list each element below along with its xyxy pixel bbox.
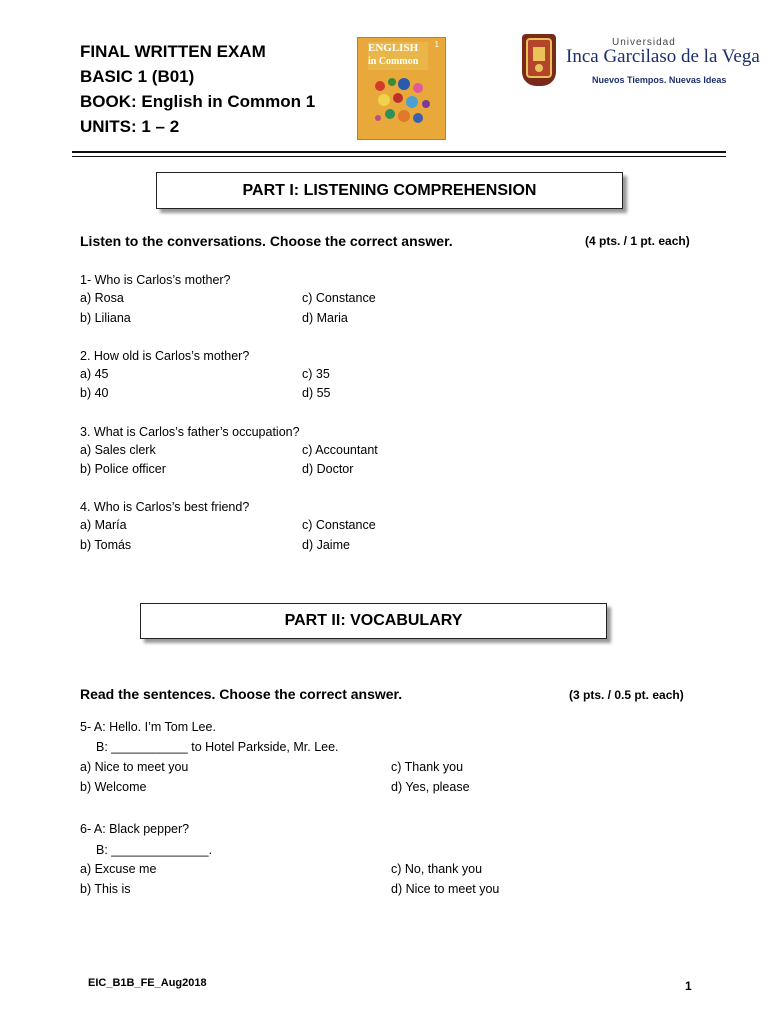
exam-units: UNITS: 1 – 2: [80, 117, 180, 136]
q5-option-d[interactable]: d) Yes, please: [391, 780, 470, 794]
university-tagline: Nuevos Tiempos. Nuevas Ideas: [592, 75, 727, 85]
q1-option-d[interactable]: d) Maria: [302, 311, 348, 325]
q4-option-d[interactable]: d) Jaime: [302, 538, 350, 552]
q3-option-b[interactable]: b) Police officer: [80, 462, 166, 476]
question-4: 4. Who is Carlos’s best friend?: [80, 500, 250, 514]
q1-option-c[interactable]: c) Constance: [302, 291, 376, 305]
question-5-line-b: B: ___________ to Hotel Parkside, Mr. Lee.: [96, 740, 339, 754]
part1-points: (4 pts. / 1 pt. each): [585, 234, 690, 248]
q1-option-b[interactable]: b) Liliana: [80, 311, 131, 325]
exam-title: FINAL WRITTEN EXAM: [80, 42, 266, 61]
exam-book: BOOK: English in Common 1: [80, 92, 316, 111]
part2-instruction: Read the sentences. Choose the correct answer.: [80, 686, 403, 702]
part1-title-box: [156, 172, 623, 209]
book-cover-title: [368, 42, 428, 70]
part1-title: PART I: LISTENING COMPREHENSION: [242, 182, 537, 199]
header-divider-thin: [72, 156, 726, 157]
footer-code: EIC_B1B_FE_Aug2018: [88, 977, 207, 989]
book-cover-art: [370, 74, 434, 130]
book-cover-image: [357, 37, 446, 140]
university-name: Inca Garcilaso de la Vega: [566, 46, 760, 67]
book-cover-edition: 1: [434, 40, 439, 49]
q2-option-c[interactable]: c) 35: [302, 367, 330, 381]
part2-title-box: [140, 603, 607, 639]
q5-option-a[interactable]: a) Nice to meet you: [80, 760, 189, 774]
q2-option-b[interactable]: b) 40: [80, 386, 109, 400]
q6-option-b[interactable]: b) This is: [80, 882, 131, 896]
part2-title: PART II: VOCABULARY: [284, 612, 463, 629]
q3-option-d[interactable]: d) Doctor: [302, 462, 354, 476]
question-6-line-a: 6- A: Black pepper?: [80, 822, 190, 836]
q4-option-c[interactable]: c) Constance: [302, 518, 376, 532]
q3-option-a[interactable]: a) Sales clerk: [80, 443, 156, 457]
part1-instruction: Listen to the conversations. Choose the correct answer.: [80, 233, 453, 249]
q5-option-b[interactable]: b) Welcome: [80, 780, 147, 794]
q6-option-d[interactable]: d) Nice to meet you: [391, 882, 500, 896]
university-seal-icon: [522, 34, 556, 86]
q2-option-a[interactable]: a) 45: [80, 367, 109, 381]
q5-option-c[interactable]: c) Thank you: [391, 760, 464, 774]
question-2: 2. How old is Carlos’s mother?: [80, 349, 250, 363]
q1-option-a[interactable]: a) Rosa: [80, 291, 124, 305]
page-number: 1: [685, 979, 692, 993]
question-1: 1- Who is Carlos’s mother?: [80, 273, 231, 287]
part2-points: (3 pts. / 0.5 pt. each): [569, 688, 684, 702]
header-divider: [72, 151, 726, 153]
q2-option-d[interactable]: d) 55: [302, 386, 331, 400]
university-label: Universidad: [612, 37, 676, 48]
book-cover-title-line1: ENGLISH: [368, 42, 419, 54]
exam-level: BASIC 1 (B01): [80, 67, 195, 86]
q6-option-a[interactable]: a) Excuse me: [80, 862, 157, 876]
book-cover-title-line2: in Common: [368, 56, 419, 67]
q4-option-b[interactable]: b) Tomás: [80, 538, 132, 552]
question-3: 3. What is Carlos’s father’s occupation?: [80, 425, 300, 439]
q3-option-c[interactable]: c) Accountant: [302, 443, 378, 457]
question-6-line-b: B: ______________.: [96, 843, 213, 857]
q6-option-c[interactable]: c) No, thank you: [391, 862, 483, 876]
question-5-line-a: 5- A: Hello. I’m Tom Lee.: [80, 720, 216, 734]
q4-option-a[interactable]: a) María: [80, 518, 127, 532]
